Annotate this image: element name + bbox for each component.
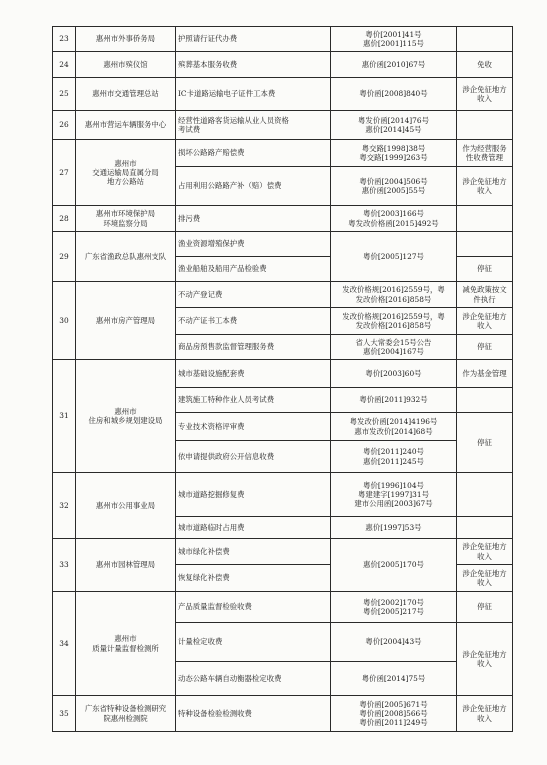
fee-basis: 发改价格规[2016]2559号，粤 发改价格[2016]858号 xyxy=(331,308,457,335)
fee-item: 不动产证书工本费 xyxy=(176,308,331,335)
fee-note: 停征 xyxy=(457,592,513,623)
fee-note: 涉企免征地方 收入 xyxy=(457,78,513,111)
fee-note: 减免政策按文 件执行 xyxy=(457,282,513,308)
row-number: 30 xyxy=(53,282,76,360)
fee-item: 排污费 xyxy=(176,206,331,232)
fee-basis: 惠价[1997]53号 xyxy=(331,517,457,539)
unit-name: 惠州市环境保护局 环境监察分局 xyxy=(76,206,176,232)
fee-basis: 粤价[2003]166号 粤发改价格函[2015]492号 xyxy=(331,206,457,232)
table-row xyxy=(53,282,513,308)
table-row xyxy=(53,696,513,732)
row-number: 26 xyxy=(53,111,76,140)
unit-name: 惠州市 质量计量监督检测所 xyxy=(76,592,176,696)
fee-note: 停征 xyxy=(457,413,513,473)
fee-item: 产品质量监督检验收费 xyxy=(176,592,331,623)
fee-basis: 粤交路[1998]38号 粤交路[1999]263号 xyxy=(331,140,457,167)
fee-basis: 发改价格规[2016]2559号，粤 发改价格[2016]858号 xyxy=(331,282,457,308)
fee-note xyxy=(457,206,513,232)
fee-item: 特种设备检验检测收费 xyxy=(176,696,331,732)
fee-item: 不动产登记费 xyxy=(176,282,331,308)
fee-item: 损坏公路路产赔偿费 xyxy=(176,140,331,167)
fee-basis: 粤价[2003]60号 xyxy=(331,360,457,388)
table-row xyxy=(53,140,513,167)
unit-name: 惠州市交通管理总站 xyxy=(76,78,176,111)
table-row xyxy=(53,232,513,257)
row-number: 25 xyxy=(53,78,76,111)
fee-basis: 粤价函[2014]75号 xyxy=(331,662,457,696)
fee-item: 护照请行证代办费 xyxy=(176,27,331,52)
fee-note: 涉企免征地方 收入 xyxy=(457,167,513,206)
fee-note: 作为基金管理 xyxy=(457,360,513,388)
fee-basis: 粤发改价函[2014]4196号 惠市发改价[2014]68号 xyxy=(331,413,457,441)
fee-note xyxy=(457,473,513,517)
table-row xyxy=(53,52,513,78)
fee-item: 城市道路挖掘修复费 xyxy=(176,473,331,517)
row-number: 27 xyxy=(53,140,76,206)
row-number: 29 xyxy=(53,232,76,282)
fee-item: 城市道路临时占用费 xyxy=(176,517,331,539)
row-number: 35 xyxy=(53,696,76,732)
fee-basis: 粤价函[2005]671号 粤价函[2008]566号 粤价函[2011]249号 xyxy=(331,696,457,732)
table-row xyxy=(53,360,513,388)
fee-basis: 粤价函[2011]932号 xyxy=(331,388,457,413)
fee-item: 渔业船舶及船用产品检验费 xyxy=(176,257,331,282)
fee-basis: 粤价[2002]170号 粤价[2005]217号 xyxy=(331,592,457,623)
unit-name: 广东省渔政总队惠州支队 xyxy=(76,232,176,282)
fee-item: 计量检定收费 xyxy=(176,623,331,662)
fee-basis: 惠价[2005]170号 xyxy=(331,539,457,592)
table-row xyxy=(53,78,513,111)
row-number: 28 xyxy=(53,206,76,232)
unit-name: 惠州市房产管理局 xyxy=(76,282,176,360)
unit-name: 惠州市 住房和城乡规划建设局 xyxy=(76,360,176,473)
unit-name: 广东省特种设备检测研究 院惠州检测院 xyxy=(76,696,176,732)
fee-item: 占用利用公路路产补（赔）偿费 xyxy=(176,167,331,206)
fee-note xyxy=(457,388,513,413)
fee-basis: 省人大常委会15号公告 惠价[2004]167号 xyxy=(331,335,457,360)
fee-note: 涉企免征地方 收入 xyxy=(457,696,513,732)
fee-note xyxy=(457,27,513,52)
row-number: 33 xyxy=(53,539,76,592)
unit-name: 惠州市园林管理局 xyxy=(76,539,176,592)
fee-note: 免收 xyxy=(457,52,513,78)
unit-name: 惠州市 交通运输局直属分局 地方公路站 xyxy=(76,140,176,206)
row-number: 24 xyxy=(53,52,76,78)
fee-item: 城市基础设施配套费 xyxy=(176,360,331,388)
fee-note: 涉企免征地方 收入 xyxy=(457,623,513,696)
table-row xyxy=(53,27,513,52)
fee-item: 经营性道路客货运输从业人员资格 考试费 xyxy=(176,111,331,140)
fee-item: 城市绿化补偿费 xyxy=(176,539,331,565)
fee-note: 涉企免征地方 收入 xyxy=(457,308,513,335)
fee-basis: 粤价[1996]104号 粤建建字[1997]31号 建市公用函[2003]67号 xyxy=(331,473,457,517)
unit-name: 惠州市殡仪馆 xyxy=(76,52,176,78)
table-row xyxy=(53,206,513,232)
fee-item: IC卡道路运输电子证件工本费 xyxy=(176,78,331,111)
fee-basis: 粤价[2001]41号 惠价[2001]115号 xyxy=(331,27,457,52)
fee-item: 专业技术资格评审费 xyxy=(176,413,331,441)
unit-name: 惠州市公用事业局 xyxy=(76,473,176,539)
fee-item: 依申请提供政府公开信息收费 xyxy=(176,441,331,473)
table-row xyxy=(53,111,513,140)
fee-note: 作为经营服务 性收费管理 xyxy=(457,140,513,167)
fee-basis: 粤价函[2008]840号 xyxy=(331,78,457,111)
fee-item: 建筑施工特种作业人员考试费 xyxy=(176,388,331,413)
fee-note: 停征 xyxy=(457,335,513,360)
fee-basis: 粤价函[2004]506号 惠价函[2005]55号 xyxy=(331,167,457,206)
fee-basis: 粤价[2005]127号 xyxy=(331,232,457,282)
table-row xyxy=(53,539,513,565)
row-number: 31 xyxy=(53,360,76,473)
fee-basis: 粤价[2004]43号 xyxy=(331,623,457,662)
fee-note xyxy=(457,517,513,539)
fee-item: 渔业资源增殖保护费 xyxy=(176,232,331,257)
row-number: 34 xyxy=(53,592,76,696)
unit-name: 惠州市营运车辆服务中心 xyxy=(76,111,176,140)
row-number: 32 xyxy=(53,473,76,539)
fee-basis: 粤价[2011]240号 惠价[2011]245号 xyxy=(331,441,457,473)
fee-note xyxy=(457,232,513,257)
fee-table xyxy=(52,26,513,732)
table-row xyxy=(53,473,513,517)
fee-basis: 粤发价函[2014]76号 惠价[2014]45号 xyxy=(331,111,457,140)
fee-item: 商品房预售款监督管理服务费 xyxy=(176,335,331,360)
unit-name: 惠州市外事侨务局 xyxy=(76,27,176,52)
row-number: 23 xyxy=(53,27,76,52)
fee-basis: 惠价函[2010]67号 xyxy=(331,52,457,78)
table-row xyxy=(53,592,513,623)
fee-note: 停征 xyxy=(457,257,513,282)
fee-item: 动态公路车辆自动衡器检定收费 xyxy=(176,662,331,696)
fee-item: 恢复绿化补偿费 xyxy=(176,565,331,592)
fee-note: 涉企免征地方 收入 xyxy=(457,539,513,565)
fee-note xyxy=(457,111,513,140)
fee-note: 涉企免征地方 收入 xyxy=(457,565,513,592)
fee-item: 殡葬基本服务收费 xyxy=(176,52,331,78)
